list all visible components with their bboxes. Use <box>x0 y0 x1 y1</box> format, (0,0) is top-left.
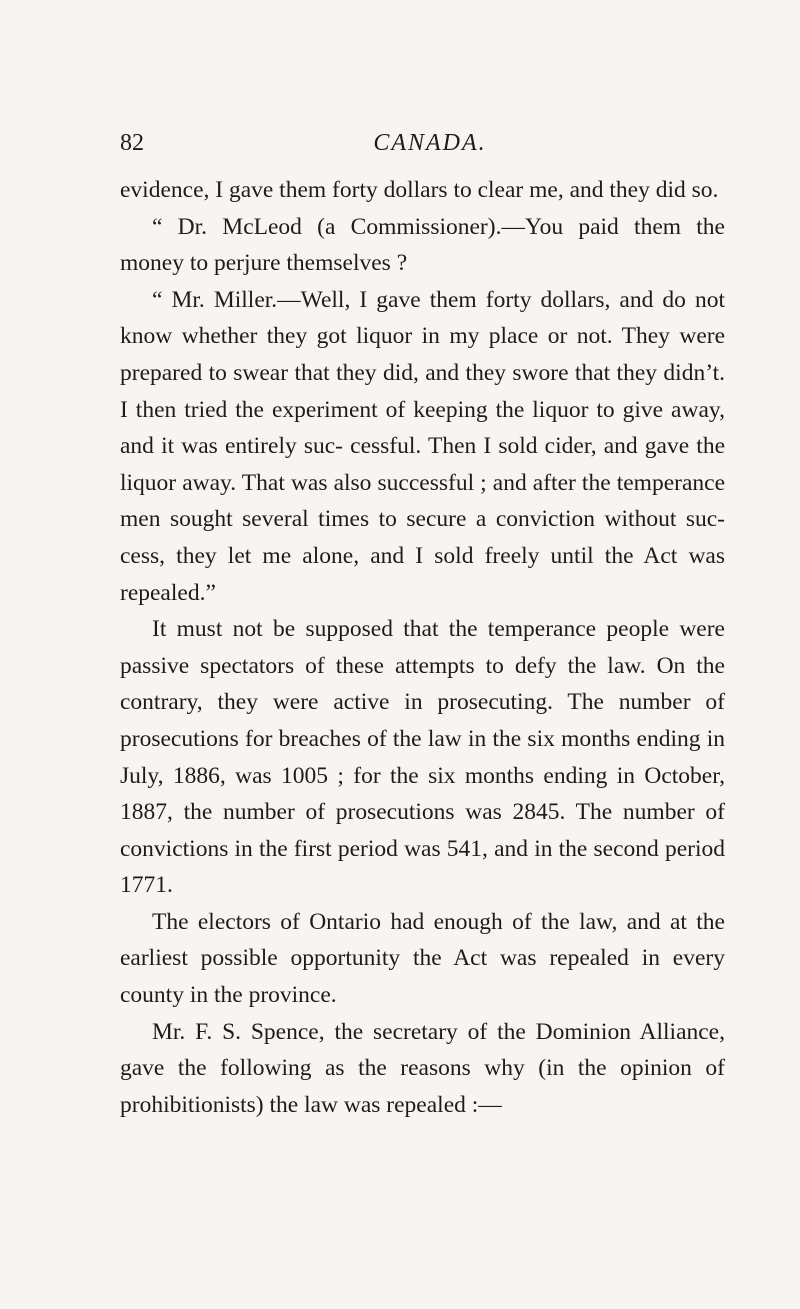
running-title: CANADA. <box>373 130 487 156</box>
page-header <box>120 130 740 162</box>
paragraph-spence: Mr. F. S. Spence, the secretary of the Dominion Alliance, gave the following as the reasons why (in the opinion of prohibitionists) the law was repealed :— <box>120 1018 725 1118</box>
body-text <box>120 172 725 1123</box>
page-number: 82 <box>120 130 144 156</box>
paragraph-prosecutions: It must not be supposed that the temperance people were passive spectators of these attempts to defy the law. On the contrary, they were active in prosecuting. The number of prosecutions for breaches of the law in the six months ending in July, 1886, was 1005 ; for the six months ending in October, 1887, the number of prosecutions was 2845. The number of convictions in the first period was 541, and in the second period 1771. <box>120 616 725 899</box>
paragraph-continued: evidence, I gave them forty dollars to clear me, and they did so. <box>120 177 719 203</box>
paragraph-miller-answer: “ Mr. Miller.—Well, I gave them forty dollars, and do not know whether they got liquor in my place or not. They were prepared to swear that they did, and they swore that they didn’t. I then tried the experiment of keeping the liquor to give away, and it was entirely suc- cessful. Then I sold cider, and gave the liquor away. That was also successful ; and after the temperance men sought several times to secure a conviction without suc- cess, they let me alone, and I sold freely until the Act was repealed.” <box>120 286 725 606</box>
paragraph-electors: The electors of Ontario had enough of the law, and at the earliest possible opportunity the Act was repealed in every county in the province. <box>120 908 725 1009</box>
paragraph-mcleod-question: “ Dr. McLeod (a Commissioner).—You paid them the money to perjure themselves ? <box>120 213 725 277</box>
